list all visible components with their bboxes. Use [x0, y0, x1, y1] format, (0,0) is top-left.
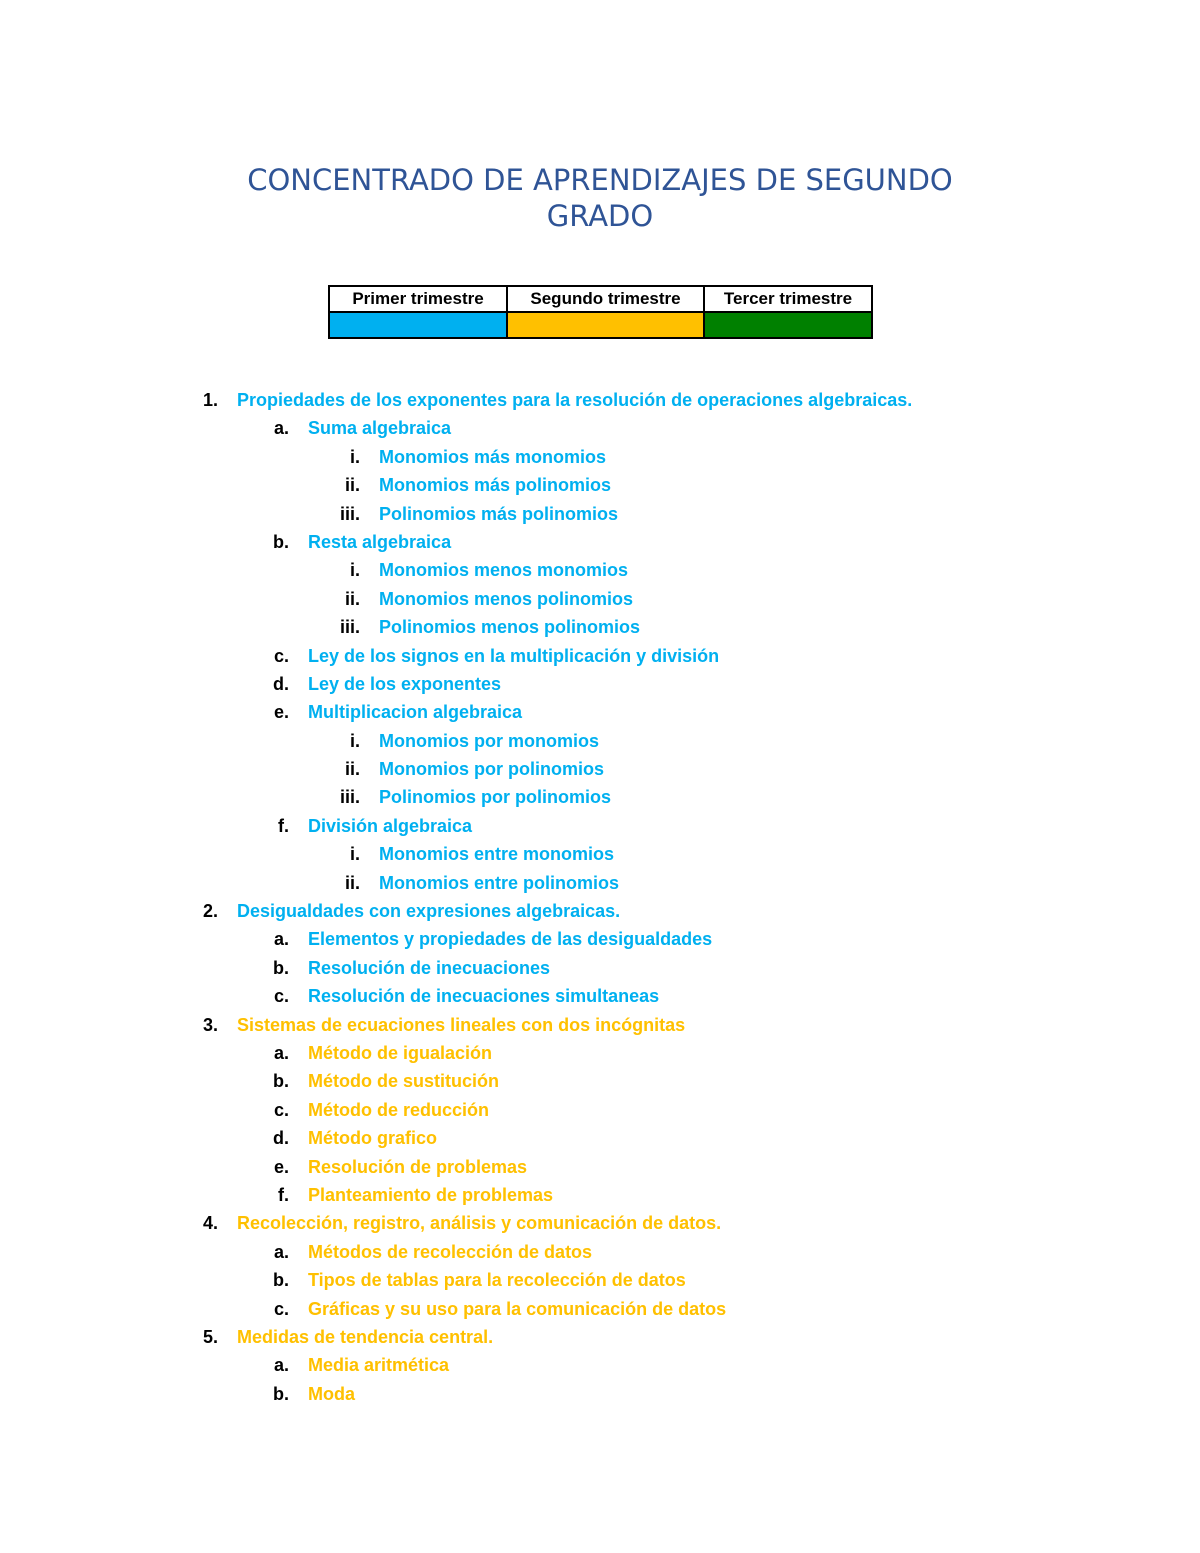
outline-item-marker: ii. [344, 759, 360, 780]
outline-item [0, 1124, 1200, 1152]
outline-item-text: Ley de los exponentes [308, 673, 502, 694]
outline-item-text: Gráficas y su uso para la comunicación de datos [308, 1298, 727, 1319]
outline-item-marker: a. [273, 929, 289, 950]
outline-item [0, 698, 1200, 726]
outline-item-text: Monomios entre monomios [379, 844, 615, 865]
outline-item [0, 982, 1200, 1010]
outline-item-text: Monomios menos monomios [379, 560, 629, 581]
outline-item [0, 840, 1200, 868]
outline-item [0, 954, 1200, 982]
outline-item-marker: b. [273, 1270, 289, 1291]
outline-item-marker: a. [273, 1241, 289, 1262]
outline-item-text: Tipos de tablas para la recolección de datos [308, 1270, 686, 1291]
outline-item-text: Sistemas de ecuaciones lineales con dos incógnitas [237, 1014, 686, 1035]
outline-item-text: Multiplicacion algebraica [308, 702, 523, 723]
outline-item-marker: i. [349, 730, 360, 751]
outline-item [0, 642, 1200, 670]
outline-item-marker: ii. [344, 588, 360, 609]
outline-item [0, 755, 1200, 783]
outline-item [0, 1266, 1200, 1294]
outline-item-marker: i. [349, 560, 360, 581]
outline-item-text: Método grafico [308, 1128, 437, 1149]
outline-item [0, 1380, 1200, 1408]
title-line-1: CONCENTRADO DE APRENDIZAJES DE SEGUNDO [247, 163, 953, 197]
outline-item [0, 1153, 1200, 1181]
outline-item [0, 500, 1200, 528]
outline-item-marker: d. [273, 673, 289, 694]
outline-item [0, 1096, 1200, 1124]
outline-item-text: Suma algebraica [308, 418, 452, 439]
outline-item-text: Métodos de recolección de datos [308, 1241, 593, 1262]
outline-item [0, 613, 1200, 641]
legend-header-tercer: Tercer trimestre [704, 286, 872, 312]
outline-item-marker: i. [349, 446, 360, 467]
outline-item-marker: iii. [339, 787, 360, 808]
outline-item [0, 1323, 1200, 1351]
outline-item-marker: iii. [339, 503, 360, 524]
outline-item [0, 869, 1200, 897]
outline-item-text: Método de reducción [308, 1099, 490, 1120]
outline-item-marker: b. [273, 1071, 289, 1092]
outline-item-marker: a. [273, 418, 289, 439]
outline-item-marker: 4. [202, 1213, 218, 1234]
outline-item [0, 670, 1200, 698]
outline-item [0, 727, 1200, 755]
legend-header-row [329, 286, 872, 312]
page-title [150, 162, 1050, 234]
legend-swatch-primer [329, 312, 507, 338]
outline-item [0, 1011, 1200, 1039]
outline-item-text: Monomios por monomios [379, 730, 599, 751]
outline-item-marker: f. [278, 815, 289, 836]
outline-item-marker: e. [273, 702, 289, 723]
legend-swatch-tercer [704, 312, 872, 338]
trimester-legend-table [328, 285, 873, 339]
outline-item [0, 528, 1200, 556]
outline-item-marker: e. [273, 1156, 289, 1177]
outline-item-text: Desigualdades con expresiones algebraicas. [237, 901, 621, 922]
outline-item [0, 897, 1200, 925]
outline-item-marker: b. [273, 531, 289, 552]
outline-item-marker: ii. [344, 872, 360, 893]
outline-item-text: Polinomios menos polinomios [379, 617, 641, 638]
outline-item [0, 386, 1200, 414]
outline-item-text: Resolución de problemas [308, 1156, 528, 1177]
outline-item [0, 1067, 1200, 1095]
outline-item-marker: 1. [202, 390, 218, 410]
outline-item-text: Resolución de inecuaciones [308, 957, 551, 978]
outline-item [0, 1209, 1200, 1237]
outline-item [0, 1181, 1200, 1209]
outline-item [0, 925, 1200, 953]
outline-item-text: División algebraica [308, 815, 473, 836]
outline-item-text: Monomios más polinomios [379, 475, 612, 496]
outline-item-marker: b. [273, 957, 289, 978]
outline-item [0, 471, 1200, 499]
outline-item-marker: c. [273, 1099, 289, 1120]
outline-item [0, 556, 1200, 584]
outline-item-text: Resolución de inecuaciones simultaneas [308, 986, 660, 1007]
outline-item-marker: c. [273, 645, 289, 666]
outline-item [0, 1295, 1200, 1323]
outline-item-text: Moda [308, 1383, 355, 1404]
outline-item-text: Ley de los signos en la multiplicación y división [308, 645, 720, 666]
outline-item [0, 1238, 1200, 1266]
outline-item-marker: a. [273, 1042, 289, 1063]
outline-item-text: Monomios por polinomios [379, 759, 604, 780]
outline-item-text: Recolección, registro, análisis y comunicación de datos. [237, 1213, 722, 1234]
outline-item-text: Planteamiento de problemas [308, 1184, 554, 1205]
outline-item-marker: i. [349, 844, 360, 865]
legend-header-segundo: Segundo trimestre [507, 286, 704, 312]
outline-item [0, 414, 1200, 442]
outline-item-marker: 2. [202, 901, 218, 922]
legend-color-row [329, 312, 872, 338]
learning-outline [0, 386, 1200, 1408]
outline-item-text: Resta algebraica [308, 531, 452, 552]
outline-item [0, 443, 1200, 471]
outline-item-text: Elementos y propiedades de las desigualdades [308, 929, 713, 950]
outline-item [0, 1351, 1200, 1379]
outline-item [0, 1039, 1200, 1067]
legend-swatch-segundo [507, 312, 704, 338]
outline-item-marker: d. [273, 1128, 289, 1149]
outline-item-text: Monomios más monomios [379, 446, 607, 467]
outline-item-text: Medidas de tendencia central. [237, 1326, 494, 1347]
outline-item-marker: b. [273, 1383, 289, 1404]
outline-item-text: Método de igualación [308, 1042, 493, 1063]
outline-item [0, 783, 1200, 811]
outline-item-marker: c. [273, 986, 289, 1007]
outline-item-text: Media aritmética [308, 1355, 450, 1376]
outline-item-text: Método de sustitución [308, 1071, 499, 1092]
outline-item-marker: 3. [202, 1014, 218, 1035]
outline-item [0, 585, 1200, 613]
outline-item-marker: a. [273, 1355, 289, 1376]
outline-item-marker: ii. [344, 475, 360, 496]
legend-header-primer: Primer trimestre [329, 286, 507, 312]
outline-item-marker: 5. [202, 1326, 218, 1347]
outline-item-text: Polinomios por polinomios [379, 787, 611, 808]
outline-item-text: Polinomios más polinomios [379, 503, 619, 524]
outline-item-text: Monomios entre polinomios [379, 872, 620, 893]
outline-item-marker: c. [273, 1298, 289, 1319]
outline-item-marker: iii. [339, 617, 360, 638]
outline-item-text: Propiedades de los exponentes para la resolución de operaciones algebraicas. [237, 390, 913, 410]
outline-item-text: Monomios menos polinomios [379, 588, 634, 609]
outline-item [0, 812, 1200, 840]
outline-item-marker: f. [278, 1184, 289, 1205]
title-line-2: GRADO [546, 199, 654, 233]
